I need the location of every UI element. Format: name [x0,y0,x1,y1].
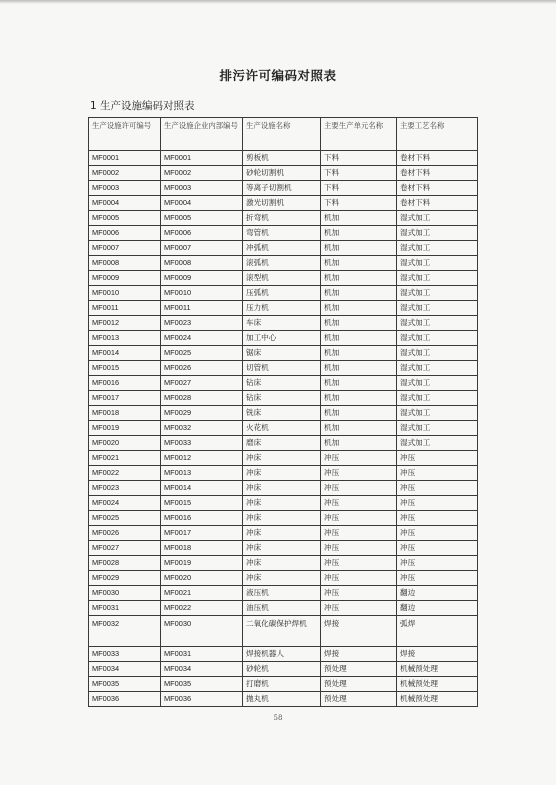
internal-code-cell: MF0034 [161,662,243,677]
internal-code-cell: MF0012 [161,451,243,466]
page-number: 58 [273,714,283,722]
facility-name-cell: 弯管机 [243,226,321,241]
internal-code-cell: MF0002 [161,166,243,181]
internal-code-cell: MF0018 [161,541,243,556]
process-name-cell: 湿式加工 [397,286,478,301]
table-header-row [89,118,478,151]
internal-code-cell: MF0024 [161,331,243,346]
process-name-cell: 冲压 [397,466,478,481]
production-unit-cell: 冲压 [321,451,397,466]
permit-code-cell: MF0027 [89,541,161,556]
process-name-cell: 湿式加工 [397,376,478,391]
facility-name-cell: 折弯机 [243,211,321,226]
permit-code-cell: MF0001 [89,151,161,166]
permit-code-cell: MF0025 [89,511,161,526]
header-production-unit: 主要生产单元名称 [321,118,397,151]
process-name-cell: 卷材下料 [397,181,478,196]
table-row [89,526,478,541]
table-row [89,211,478,226]
production-unit-cell: 机加 [321,211,397,226]
internal-code-cell: MF0030 [161,616,243,647]
production-unit-cell: 冲压 [321,541,397,556]
process-name-cell: 冲压 [397,526,478,541]
permit-code-cell: MF0030 [89,586,161,601]
header-facility-name: 生产设施名称 [243,118,321,151]
process-name-cell: 湿式加工 [397,256,478,271]
production-unit-cell: 冲压 [321,481,397,496]
production-unit-cell: 机加 [321,376,397,391]
facility-name-cell: 油压机 [243,601,321,616]
internal-code-cell: MF0029 [161,406,243,421]
production-unit-cell: 冲压 [321,601,397,616]
internal-code-cell: MF0005 [161,211,243,226]
facility-name-cell: 压弧机 [243,286,321,301]
table-row [89,226,478,241]
internal-code-cell: MF0010 [161,286,243,301]
facility-name-cell: 打磨机 [243,677,321,692]
production-unit-cell: 冲压 [321,496,397,511]
permit-code-cell: MF0024 [89,496,161,511]
process-name-cell: 湿式加工 [397,211,478,226]
facility-name-cell: 冲床 [243,481,321,496]
production-unit-cell: 机加 [321,301,397,316]
table-row [89,166,478,181]
process-name-cell: 冲压 [397,571,478,586]
process-name-cell: 湿式加工 [397,301,478,316]
table-row [89,677,478,692]
permit-code-cell: MF0014 [89,346,161,361]
internal-code-cell: MF0011 [161,301,243,316]
facility-name-cell: 车床 [243,316,321,331]
internal-code-cell: MF0033 [161,436,243,451]
facility-name-cell: 剪板机 [243,151,321,166]
internal-code-cell: MF0008 [161,256,243,271]
production-unit-cell: 冲压 [321,466,397,481]
table-row [89,481,478,496]
internal-code-cell: MF0025 [161,346,243,361]
internal-code-cell: MF0020 [161,571,243,586]
process-name-cell: 湿式加工 [397,226,478,241]
production-unit-cell: 机加 [321,286,397,301]
process-name-cell: 弧焊 [397,616,478,647]
internal-code-cell: MF0032 [161,421,243,436]
internal-code-cell: MF0015 [161,496,243,511]
header-internal-code: 生产设施企业内部编号 [161,118,243,151]
header-process-name: 主要工艺名称 [397,118,478,151]
page-title: 排污许可编码对照表 [219,68,337,83]
facility-name-cell: 磨床 [243,436,321,451]
permit-code-cell: MF0018 [89,406,161,421]
table-row [89,496,478,511]
table-row [89,421,478,436]
production-unit-cell: 焊接 [321,616,397,647]
permit-code-cell: MF0036 [89,692,161,707]
table-row [89,616,478,647]
production-unit-cell: 冲压 [321,526,397,541]
production-unit-cell: 下料 [321,166,397,181]
permit-code-cell: MF0004 [89,196,161,211]
facility-name-cell: 滚弧机 [243,256,321,271]
facility-name-cell: 钻床 [243,391,321,406]
table-row [89,556,478,571]
facility-name-cell: 冲床 [243,466,321,481]
table-row [89,601,478,616]
permit-code-cell: MF0011 [89,301,161,316]
table-row [89,181,478,196]
facility-name-cell: 抛丸机 [243,692,321,707]
process-name-cell: 机械预处理 [397,692,478,707]
permit-code-cell: MF0034 [89,662,161,677]
table-row [89,511,478,526]
process-name-cell: 冲压 [397,481,478,496]
production-unit-cell: 机加 [321,226,397,241]
internal-code-cell: MF0035 [161,677,243,692]
table-row [89,541,478,556]
internal-code-cell: MF0001 [161,151,243,166]
facility-name-cell: 冲床 [243,556,321,571]
permit-code-cell: MF0021 [89,451,161,466]
process-name-cell: 湿式加工 [397,346,478,361]
process-name-cell: 机械预处理 [397,662,478,677]
production-unit-cell: 预处理 [321,662,397,677]
process-name-cell: 湿式加工 [397,436,478,451]
facility-name-cell: 钻床 [243,376,321,391]
process-name-cell: 湿式加工 [397,421,478,436]
permit-code-cell: MF0028 [89,556,161,571]
process-name-cell: 冲压 [397,451,478,466]
process-name-cell: 冲压 [397,556,478,571]
table-row [89,286,478,301]
internal-code-cell: MF0022 [161,601,243,616]
production-unit-cell: 冲压 [321,556,397,571]
table-body [89,151,478,707]
facility-name-cell: 切管机 [243,361,321,376]
table-row [89,436,478,451]
table-row [89,196,478,211]
process-name-cell: 卷材下料 [397,196,478,211]
process-name-cell: 湿式加工 [397,361,478,376]
internal-code-cell: MF0016 [161,511,243,526]
table-row [89,301,478,316]
section-heading: 1 生产设施编码对照表 [90,100,195,112]
header-permit-code: 生产设施许可编号 [89,118,161,151]
production-unit-cell: 机加 [321,346,397,361]
table-row [89,361,478,376]
internal-code-cell: MF0007 [161,241,243,256]
production-unit-cell: 下料 [321,181,397,196]
internal-code-cell: MF0019 [161,556,243,571]
facility-name-cell: 冲床 [243,496,321,511]
permit-code-cell: MF0031 [89,601,161,616]
internal-code-cell: MF0006 [161,226,243,241]
facility-name-cell: 压力机 [243,301,321,316]
process-name-cell: 湿式加工 [397,391,478,406]
table-row [89,271,478,286]
permit-code-cell: MF0008 [89,256,161,271]
table-row [89,151,478,166]
facility-name-cell: 激光切割机 [243,196,321,211]
facility-name-cell: 冲床 [243,571,321,586]
process-name-cell: 湿式加工 [397,316,478,331]
permit-code-cell: MF0032 [89,616,161,647]
table-row [89,451,478,466]
table-row [89,662,478,677]
production-unit-cell: 预处理 [321,692,397,707]
permit-code-cell: MF0026 [89,526,161,541]
production-unit-cell: 下料 [321,196,397,211]
permit-code-cell: MF0020 [89,436,161,451]
process-name-cell: 翻边 [397,586,478,601]
production-unit-cell: 机加 [321,391,397,406]
production-unit-cell: 机加 [321,256,397,271]
facility-name-cell: 焊接机器人 [243,647,321,662]
facility-name-cell: 冲床 [243,511,321,526]
production-unit-cell: 机加 [321,406,397,421]
process-name-cell: 冲压 [397,496,478,511]
facility-name-cell: 加工中心 [243,331,321,346]
facility-name-cell: 冲弧机 [243,241,321,256]
scan-edge [0,0,556,4]
facility-name-cell: 砂轮切割机 [243,166,321,181]
permit-code-cell: MF0006 [89,226,161,241]
internal-code-cell: MF0026 [161,361,243,376]
production-unit-cell: 机加 [321,421,397,436]
process-name-cell: 湿式加工 [397,271,478,286]
facility-name-cell: 冲床 [243,541,321,556]
process-name-cell: 翻边 [397,601,478,616]
permit-code-cell: MF0015 [89,361,161,376]
production-unit-cell: 冲压 [321,511,397,526]
facility-name-cell: 冲床 [243,526,321,541]
table-row [89,406,478,421]
table-row [89,647,478,662]
internal-code-cell: MF0027 [161,376,243,391]
facility-name-cell: 铣床 [243,406,321,421]
production-unit-cell: 下料 [321,151,397,166]
process-name-cell: 湿式加工 [397,406,478,421]
production-unit-cell: 冲压 [321,571,397,586]
permit-code-cell: MF0022 [89,466,161,481]
permit-code-cell: MF0033 [89,647,161,662]
process-name-cell: 湿式加工 [397,241,478,256]
facility-name-cell: 冲床 [243,451,321,466]
facility-name-cell: 液压机 [243,586,321,601]
production-unit-cell: 机加 [321,331,397,346]
internal-code-cell: MF0036 [161,692,243,707]
table-row [89,571,478,586]
process-name-cell: 机械预处理 [397,677,478,692]
permit-code-cell: MF0007 [89,241,161,256]
process-name-cell: 焊接 [397,647,478,662]
table-row [89,586,478,601]
permit-code-cell: MF0003 [89,181,161,196]
table-row [89,316,478,331]
permit-code-cell: MF0029 [89,571,161,586]
permit-code-cell: MF0019 [89,421,161,436]
table-row [89,466,478,481]
internal-code-cell: MF0028 [161,391,243,406]
internal-code-cell: MF0003 [161,181,243,196]
process-name-cell: 冲压 [397,511,478,526]
facility-name-cell: 二氧化碳保护焊机 [243,616,321,647]
permit-code-cell: MF0009 [89,271,161,286]
production-unit-cell: 冲压 [321,586,397,601]
facility-name-cell: 砂轮机 [243,662,321,677]
production-unit-cell: 机加 [321,361,397,376]
permit-code-cell: MF0002 [89,166,161,181]
internal-code-cell: MF0017 [161,526,243,541]
production-unit-cell: 机加 [321,271,397,286]
process-name-cell: 卷材下料 [397,151,478,166]
table-row [89,346,478,361]
permit-code-cell: MF0017 [89,391,161,406]
table-row [89,331,478,346]
table-row [89,376,478,391]
internal-code-cell: MF0023 [161,316,243,331]
production-unit-cell: 机加 [321,436,397,451]
internal-code-cell: MF0013 [161,466,243,481]
permit-code-cell: MF0012 [89,316,161,331]
permit-code-cell: MF0010 [89,286,161,301]
internal-code-cell: MF0014 [161,481,243,496]
internal-code-cell: MF0009 [161,271,243,286]
table-row [89,241,478,256]
table-row [89,391,478,406]
permit-code-cell: MF0035 [89,677,161,692]
production-unit-cell: 预处理 [321,677,397,692]
table-row [89,256,478,271]
permit-code-cell: MF0005 [89,211,161,226]
production-unit-cell: 机加 [321,241,397,256]
process-name-cell: 卷材下料 [397,166,478,181]
production-unit-cell: 机加 [321,316,397,331]
facility-name-cell: 火花机 [243,421,321,436]
table-row [89,692,478,707]
internal-code-cell: MF0031 [161,647,243,662]
facility-name-cell: 等离子切割机 [243,181,321,196]
facility-name-cell: 锯床 [243,346,321,361]
production-unit-cell: 焊接 [321,647,397,662]
process-name-cell: 湿式加工 [397,331,478,346]
facility-name-cell: 滚型机 [243,271,321,286]
internal-code-cell: MF0021 [161,586,243,601]
internal-code-cell: MF0004 [161,196,243,211]
process-name-cell: 冲压 [397,541,478,556]
facility-code-table [88,117,478,707]
permit-code-cell: MF0013 [89,331,161,346]
permit-code-cell: MF0023 [89,481,161,496]
permit-code-cell: MF0016 [89,376,161,391]
